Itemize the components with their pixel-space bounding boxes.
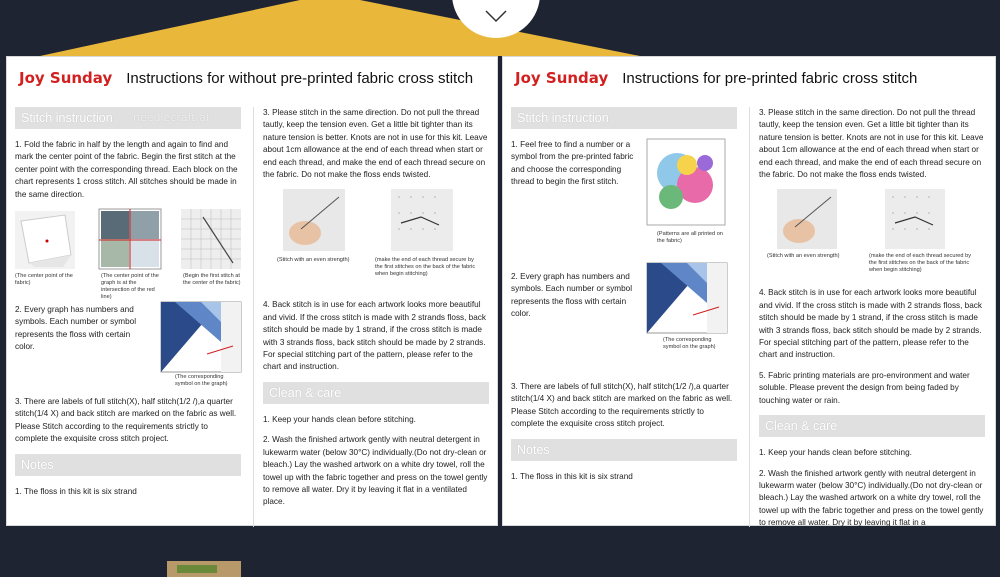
sheet-header	[515, 69, 917, 87]
step-2: 2. Every graph has numbers and symbols. Each number or symbol represents the floss with certain color.	[511, 272, 633, 319]
first-stitch-image	[181, 209, 241, 269]
chart-center-image	[99, 209, 161, 269]
caption-symbol-graph: (The corresponding symbol on the graph)	[663, 337, 716, 350]
section-notes	[511, 439, 737, 461]
step-4-backstitch: 4. Back stitch is in use for each artwork looks more beautiful and vivid. If the cross stitch is made with 2 strands floss, back stitch should be made by 1 strand, if the cross stitch is made with 3 strands floss, back stitch should be made by 2 strands. For special stitching part of the pattern, please refer to the chart and instruction.	[759, 288, 982, 360]
right-column	[263, 107, 489, 517]
caption-preprinted: (Patterns are all printed on the fabric)	[657, 231, 723, 244]
care-2: 2. Wash the finished artwork gently with neutral detergent in lukewarm water (below 30°C) individually.(Do not dry-clean or bleach.) Lay the washed artwork on a white dry towel, roll the towel up with the fabric together and press on the towel gently to remove all water. Dry it by leaving it flat in a	[759, 468, 984, 528]
section-notes	[15, 454, 241, 476]
caption-center-fabric: (The center point of the fabric)	[15, 273, 73, 287]
column-divider	[749, 107, 750, 527]
thread-secure-image	[391, 189, 453, 251]
section-title: Clean & care	[269, 385, 342, 400]
left-column	[15, 107, 241, 506]
step-3-direction: 3. Please stitch in the same direction. Do not pull the thread tautly, keep the tension even. Get a little bit tighter than its nature tension is better. Knots are not in use for this kit. Leave about 1cm allowance at the end of each thread when start or end each thread, and make the end of each thread secure on the fabric. Do not make the floss ends twisted.	[263, 108, 488, 180]
figure-row-1	[15, 209, 241, 304]
care-1: 1. Keep your hands clean before stitching.	[759, 448, 912, 458]
caption-even-strength: (Stitch with an even strength)	[767, 253, 840, 260]
step-1-block	[511, 139, 737, 271]
step-4-backstitch: 4. Back stitch is in use for each artwork looks more beautiful and vivid. If the cross stitch is made with 2 strands floss, back stitch should be made by 1 strand, if the cross stitch is made with 3 strands floss, back stitch should be made by 2 strands. For special stitching part of the pattern, please refer to the chart and instruction.	[263, 300, 486, 372]
section-clean-care	[263, 382, 489, 404]
caption-symbol-graph: (The corresponding symbol on the graph)	[175, 374, 228, 388]
section-title: Stitch instruction	[517, 111, 609, 125]
chevron-down-icon	[485, 10, 507, 22]
step-1: 1. Feel free to find a number or a symbol from the pre-printed fabric and choose the corresponding thread to begin the first stitch.	[511, 140, 634, 187]
section-title: Notes	[21, 457, 54, 472]
section-title: Stitch instruction	[21, 111, 113, 125]
step-3: 3. There are labels of full stitch(X), half stitch(1/2 /),a quarter stitch(1/4 X) and back stitch are marked on the fabric as well. Please Stitch according to the requirements strictly to complete the exquisite cross stitch project.	[15, 397, 237, 444]
section-stitch-instruction	[15, 107, 241, 129]
note-1-text: 1. The floss in this kit is six strand	[15, 486, 137, 496]
stitch-strength-image	[283, 189, 345, 251]
note-1	[15, 486, 241, 498]
step-3-direction: 3. Please stitch in the same direction. Do not pull the thread tautly, keep the tension even. Get a little bit tighter than its nature tension is better. Knots are not in use for this kit. Leave about 1cm allowance at the end of each thread when start or end each thread, and make the end of each thread secure on the fabric. Do not make the floss ends twisted.	[759, 108, 984, 180]
step-3: 3. There are labels of full stitch(X), half stitch(1/2 /),a quarter stitch(1/4 X) and back stitch are marked on the fabric as well. Please Stitch according to the requirements strictly to complete the exquisite cross stitch project.	[511, 382, 733, 429]
brand-name: Joy Sunday	[19, 69, 113, 87]
folded-fabric-image	[15, 211, 75, 269]
sheet-header	[19, 69, 473, 87]
symbol-graph-image	[647, 263, 727, 333]
step-5-fabric: 5. Fabric printing materials are pro-environment and water soluble. Please prevent the design from being faded by touching water or rain.	[759, 370, 970, 405]
section-clean-care	[759, 415, 985, 437]
figure-row-2	[759, 189, 985, 287]
thread-secure-image	[885, 189, 945, 249]
instruction-sheet-preprinted	[502, 56, 996, 526]
step-2-block	[15, 304, 241, 396]
care-2: 2. Wash the finished artwork gently with neutral detergent in lukewarm water (below 30°C) individually.(Do not dry-clean or bleach.) Lay the washed artwork on a white dry towel, roll the towel up with the fabric together and press on the towel gently to remove all water. Dry it by leaving it flat in a ventilated place.	[263, 435, 488, 507]
caption-even-strength: (Stitch with an even strength)	[277, 257, 350, 264]
floss-image	[167, 561, 241, 577]
section-stitch-instruction	[511, 107, 737, 129]
care-1: 1. Keep your hands clean before stitching.	[263, 414, 416, 424]
step-1: 1. Fold the fabric in half by the length and again to find and mark the center point of the fabric. Begin the first stitch at the center point with the corresponding thread. Each block on the chart represents 1 cross stitch. All stitches should be made in the same direction.	[15, 140, 238, 199]
figure-row-2	[263, 189, 489, 299]
caption-thread-secure: (make the end of each thread secure by the first stitches on the back of the fabric when begin stitching)	[375, 257, 476, 278]
section-title: Clean & care	[765, 419, 838, 434]
instruction-sheet-without-preprinted	[6, 56, 498, 526]
sheet-title: Instructions for without pre-printed fabric cross stitch	[126, 70, 474, 87]
caption-thread-secure: (make the end of each thread secured by the first stitches on the back of the fabric when begin stitching)	[869, 253, 971, 274]
caption-begin-stitch: (Begin the first stitch at the center of the fabric)	[183, 273, 241, 287]
right-column	[759, 107, 985, 538]
stitch-strength-image	[777, 189, 837, 249]
left-column	[511, 107, 737, 491]
brand-name: Joy Sunday	[515, 69, 609, 87]
section-title: Notes	[517, 442, 550, 457]
sheet-title: Instructions for pre-printed fabric cross stitch	[622, 70, 918, 87]
step-2: 2. Every graph has numbers and symbols. Each number or symbol represents the floss with certain color.	[15, 305, 137, 352]
symbol-graph-image	[161, 302, 241, 372]
caption-center-graph: (The center point of the graph is at the intersection of the red line)	[101, 273, 159, 301]
watermark: needlecraft.ai	[133, 111, 209, 124]
step-2-block	[511, 271, 737, 381]
column-divider	[253, 107, 254, 527]
note-1: 1. The floss in this kit is six strand	[511, 471, 633, 481]
preprinted-pattern-image	[647, 139, 725, 225]
